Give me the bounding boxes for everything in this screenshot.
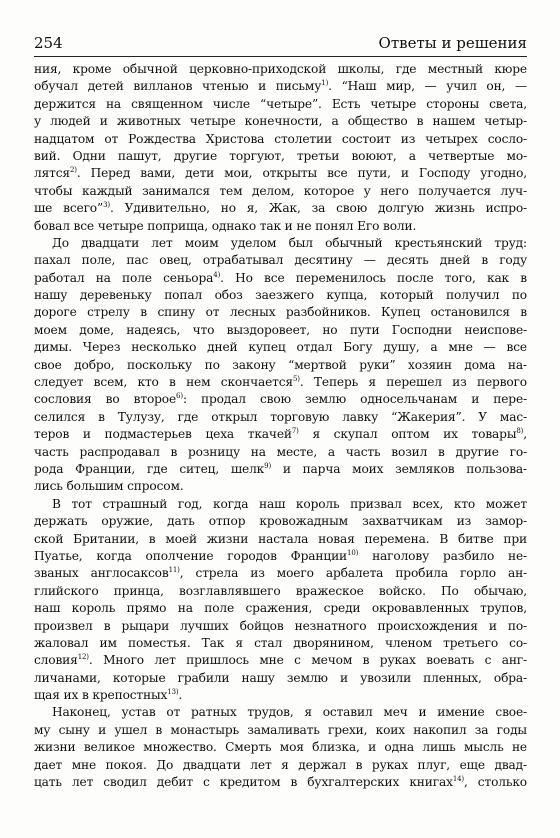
paragraph (34, 496, 527, 705)
text-line: нашу деревеньку попал обоз заезжего купца, который получил по (34, 288, 527, 303)
text-line: держится на священном числе “четыре”. Есть четыре стороны света, (34, 96, 527, 111)
text-line: В тот страшный год, когда наш король призвал всех, кто может (52, 496, 527, 511)
text-line: у людей и животных четыре конечности, а общество в нашем четыр- (34, 114, 527, 129)
page-number: 254 (34, 34, 63, 52)
text-line: сословия во второе$^{6)}$: продал свою землю односельчанам и пере- (34, 392, 527, 407)
text-line: димы. Через несколько дней купец отдал Богу душу, а мне — все (34, 340, 527, 355)
text-line: обучал детей вилланов чтенью и письму$^{1)}$. “Наш мир, — учил он, — (34, 79, 527, 94)
text-line: Пуатье, когда ополчение городов Франции$^{10)}$ наголову разбило не- (34, 548, 527, 563)
text-line: дороге стрелу в спину от лесных разбойников. Купец остановился в (34, 305, 527, 320)
text-line: лись большим спросом. (34, 479, 184, 494)
text-line: жизни великое множество. Смерть моя близка, и одна лишь мысль не (34, 740, 527, 755)
body-text (34, 61, 527, 791)
text-line: селился в Тулузу, где открыл торговую лавку “Жакерия”. У мас- (34, 409, 527, 424)
text-line: вий. Одни пашут, другие торгуют, третьи воюют, а четвертые мо- (34, 148, 527, 163)
text-line: ской Британии, в моей жизни настала новая перемена. В битве при (34, 531, 527, 546)
text-line: лятся$^{2)}$. Перед вами, дети мои, открыты все пути, и Господу угодно, (34, 166, 527, 181)
text-line: работал на поле сеньора$^{4)}$. Но все переменилось после того, как в (34, 270, 527, 285)
text-line: часть распродавал в розницу на месте, а часть возил в другие го- (34, 444, 527, 459)
text-line: наш король прямо на поле сражения, среди окровавленных трупов, (34, 601, 527, 616)
text-line: свое добро, поскольку по закону “мертвой руки” хозяин дома на- (34, 357, 527, 372)
text-line: щая их в крепостных$^{13)}$. (34, 688, 183, 703)
page-header (34, 34, 527, 52)
text-line: словия$^{12)}$. Много лет пришлось мне с мечом в руках воевать с анг- (34, 653, 527, 668)
text-line: До двадцати лет моим уделом был обычный крестьянский труд: (52, 235, 527, 250)
text-line: ше всего”$^{3)}$. Удивительно, но я, Жак, за свою долгую жизнь испро- (34, 201, 528, 216)
text-line: моем доме, надеясь, что выздоровеет, но пути Господни неиспове- (34, 322, 527, 337)
text-line: пахал поле, пас овец, отрабатывал десятину — десять дней в году (34, 253, 527, 268)
paragraph (34, 704, 527, 791)
text-line: держать оружие, дать отпор кровожадным захватчикам из замор- (34, 514, 527, 529)
text-line: надцатом от Рождества Христова столетии состоит из четырех сосло- (34, 131, 527, 146)
text-line: дает мне покоя. До двадцати лет я держал в руках плуг, еще двад- (34, 757, 527, 772)
header-rule (34, 56, 527, 57)
running-title: Ответы и решения (378, 34, 527, 52)
text-line: му сыну и ушел в монастырь замаливать грехи, коих накопил за годы (34, 722, 527, 737)
text-line: чтобы каждый занимался тем делом, которое у него получается луч- (34, 183, 527, 198)
text-line: бовал все четыре поприща, однако так и не понял Его воли. (34, 218, 417, 233)
text-line: рода Франции, где ситец, шелк$^{9)}$ и парча моих земляков пользова- (34, 461, 527, 476)
text-line: личанами, которые грабили нашу землю и увозили пленных, обра- (34, 670, 527, 685)
text-line: жаловал им поместья. Так я стал дворянином, членом третьего со- (34, 635, 527, 650)
text-line: глийского принца, возглавлявшего вражеское войско. По обычаю, (34, 583, 527, 598)
paragraph (34, 61, 527, 235)
paragraph (34, 235, 527, 496)
text-line: Наконец, устав от ратных трудов, я оставил меч и имение свое- (52, 705, 527, 720)
text-line: следует всем, кто в нем скончается$^{5)}$. Теперь я перешел из первого (34, 375, 527, 390)
text-line: ния, кроме обычной церковно-приходской школы, где местный кюре (34, 62, 527, 76)
text-line: произвел в рыцари лучших бойцов незнатного происхождения и по- (34, 618, 527, 633)
text-line: теров и подмастерьев цеха ткачей$^{7)}$ я скупал оптом их товары$^{8)}$, (34, 427, 527, 442)
text-line: званых англосаксов$^{11)}$, стрела из моего арбалета пробила горло ан- (34, 566, 528, 581)
text-line: цать лет сводил дебит с кредитом в бухгалтерских книгах$^{14)}$, столько (34, 775, 527, 790)
